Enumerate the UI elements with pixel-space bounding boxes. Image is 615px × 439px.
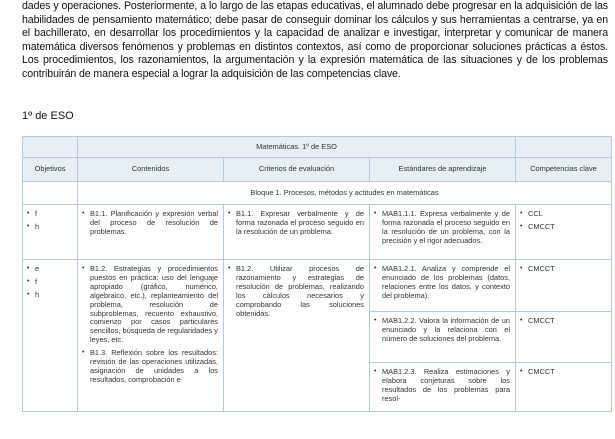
contenidos-list [81, 210, 218, 237]
list-item: • e [26, 265, 72, 274]
list-item: • MAB1.2.2. Valora la información de un enunciado y la relaciona con el número de soluciones del problema. [373, 317, 510, 344]
list-item: • f [26, 278, 72, 287]
table-title: Matemáticas. 1º de ESO [78, 137, 516, 158]
list-item: • B1.2. Estrategias y procedimientos puestos en práctica: uso del lenguaje apropiado (gráfico, numérico, algebraico, etc.), replanteamiento del problema, resolución de subproblemas, recuento exhaustivo, comienzo por casos particulares sencillos, búsqueda de regularidades y leyes, etc. [81, 265, 218, 345]
section-heading: 1º de ESO [22, 110, 74, 122]
col-header-estandares: Estándares de aprendizaje [370, 158, 516, 182]
col-header-contenidos: Contenidos [78, 158, 224, 182]
list-item: • B1.2. Utilizar procesos de razonamiento y estrategias de resolución de problemas, realizando los cálculos necesarios y comprobando las soluciones obtenidas. [227, 265, 364, 318]
intro-paragraph [22, 0, 608, 82]
block-spacer [23, 182, 78, 205]
objetivos-list [26, 265, 72, 300]
estandares-list [373, 210, 510, 246]
table-row [23, 205, 612, 260]
table-title-spacer-right [516, 137, 612, 158]
competencias-list [519, 210, 606, 232]
list-item: • CMCCT [519, 317, 606, 326]
table-row [23, 260, 612, 312]
list-item: • CCL [519, 210, 606, 219]
list-item: • CMCCT [519, 368, 606, 377]
list-item: • MAB1.2.3. Realiza estimaciones y elabora conjeturas sobre los resultados de los problemas para resol- [373, 368, 510, 404]
criterios-list [227, 265, 364, 318]
competencias-list [519, 317, 606, 326]
list-item: • CMCCT [519, 265, 606, 274]
block-title: Bloque 1. Procesos, métodos y actitudes en matemáticas [78, 182, 612, 205]
list-item: • CMCCT [519, 223, 606, 232]
list-item: • h [26, 223, 72, 232]
list-item: • MAB1.1.1. Expresa verbalmente y de forma razonada el proceso seguido en la resolución de un problema, con la precisión y el rigor adecuados. [373, 210, 510, 246]
list-item: • MAB1.2.1. Analiza y comprende el enunciado de los problemas (datos, relaciones entre los datos, y contexto del problema). [373, 265, 510, 301]
list-item: • h [26, 291, 72, 300]
list-item: • B1.1. Expresar verbalmente y de forma razonada el proceso seguido en la resolución de un problema. [227, 210, 364, 237]
curriculum-table [22, 136, 612, 412]
col-header-competencias: Competencias clave [516, 158, 612, 182]
competencias-list [519, 368, 606, 377]
table-title-spacer [23, 137, 78, 158]
list-item: • B1.3. Reflexión sobre los resultados: revisión de las operaciones utilizadas, asignación de unidades a los resultados, comprobación e [81, 349, 218, 385]
list-item: • f [26, 210, 72, 219]
intro-text: dades y operaciones. Posteriormente, a lo largo de las etapas educativas, el alumnado debe progresar en la adquisición de las habilidades de pensamiento matemático; debe pasar de conseguir dominar los cálculos y sus herramientas a centrarse, ya en el bachillerato, en desarrollar los procedimientos y la capacidad de analizar e investigar, interpretar y comunicar de manera matemática diversos fenómenos y problemas en distintos contextos, así como de proporcionar soluciones prácticas a éstos. Los procedimientos, los razonamientos, la argumentación y la expresión matemática de las situaciones y de los problemas contribuirán de manera especial a lograr la adquisición de las competencias clave. [22, 0, 608, 80]
list-item: • B1.1. Planificación y expresión verbal del proceso de resolución de problemas. [81, 210, 218, 237]
estandares-list [373, 317, 510, 344]
estandares-list [373, 265, 510, 301]
contenidos-list [81, 265, 218, 385]
col-header-criterios: Criterios de evaluación [224, 158, 370, 182]
competencias-list [519, 265, 606, 274]
col-header-objetivos: Objetivos [23, 158, 78, 182]
criterios-list [227, 210, 364, 237]
objetivos-list [26, 210, 72, 232]
estandares-list [373, 368, 510, 404]
